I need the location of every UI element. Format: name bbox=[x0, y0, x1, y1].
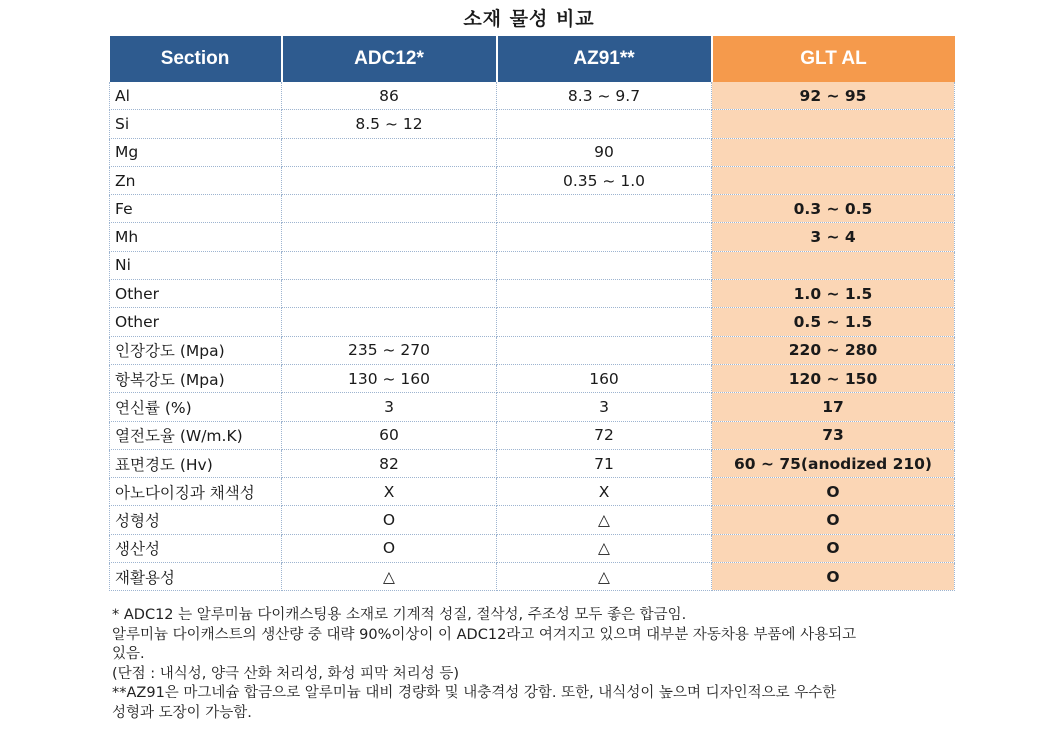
footnotes bbox=[112, 606, 972, 723]
glt-al-value: 0.5 ~ 1.5 bbox=[712, 308, 955, 336]
az91-value: △ bbox=[497, 534, 712, 562]
row-label: Mg bbox=[110, 138, 282, 166]
adc12-value: △ bbox=[282, 563, 497, 591]
row-label: Al bbox=[110, 82, 282, 110]
footnote-line: 있음. bbox=[112, 646, 145, 662]
adc12-value bbox=[282, 251, 497, 279]
page-title: 소재 물성 비교 bbox=[463, 8, 595, 30]
row-label: Other bbox=[110, 280, 282, 308]
table-row bbox=[110, 110, 955, 138]
table-row bbox=[110, 421, 955, 449]
row-label: Si bbox=[110, 110, 282, 138]
adc12-value bbox=[282, 195, 497, 223]
glt-al-value bbox=[712, 110, 955, 138]
az91-value: 71 bbox=[497, 449, 712, 477]
adc12-value: 3 bbox=[282, 393, 497, 421]
adc12-value bbox=[282, 223, 497, 251]
table-row bbox=[110, 336, 955, 364]
az91-value: 90 bbox=[497, 138, 712, 166]
adc12-value: 130 ~ 160 bbox=[282, 364, 497, 392]
row-label: 생산성 bbox=[110, 534, 282, 562]
az91-value: △ bbox=[497, 563, 712, 591]
glt-al-value: 73 bbox=[712, 421, 955, 449]
az91-value bbox=[497, 280, 712, 308]
table-row bbox=[110, 563, 955, 591]
glt-al-value: O bbox=[712, 534, 955, 562]
az91-value bbox=[497, 110, 712, 138]
az91-value: 3 bbox=[497, 393, 712, 421]
adc12-value bbox=[282, 308, 497, 336]
glt-al-value: 3 ~ 4 bbox=[712, 223, 955, 251]
row-label: Zn bbox=[110, 166, 282, 194]
adc12-value: 86 bbox=[282, 82, 497, 110]
table-row bbox=[110, 506, 955, 534]
glt-al-value: 92 ~ 95 bbox=[712, 82, 955, 110]
table-row bbox=[110, 82, 955, 110]
adc12-value bbox=[282, 280, 497, 308]
row-label: 성형성 bbox=[110, 506, 282, 534]
row-label: 연신률 (%) bbox=[110, 393, 282, 421]
header-glt-al: GLT AL bbox=[712, 36, 955, 82]
az91-value: 160 bbox=[497, 364, 712, 392]
glt-al-value bbox=[712, 166, 955, 194]
footnote-line: 알루미늄 다이캐스트의 생산량 중 대략 90%이상이 이 ADC12라고 여겨지고 있으며 대부분 자동차용 부품에 사용되고 bbox=[112, 626, 857, 643]
row-label: 표면경도 (Hv) bbox=[110, 449, 282, 477]
footnote-line: **AZ91은 마그네슘 합금으로 알루미늄 대비 경량화 및 내충격성 강함. 또한, 내식성이 높으며 디자인적으로 우수한 bbox=[112, 685, 837, 701]
glt-al-value: 120 ~ 150 bbox=[712, 364, 955, 392]
table-row bbox=[110, 534, 955, 562]
table-row bbox=[110, 393, 955, 421]
table-row bbox=[110, 166, 955, 194]
adc12-value: X bbox=[282, 478, 497, 506]
az91-value bbox=[497, 223, 712, 251]
glt-al-value bbox=[712, 138, 955, 166]
header-az91: AZ91** bbox=[497, 36, 712, 82]
az91-value bbox=[497, 251, 712, 279]
row-label: Other bbox=[110, 308, 282, 336]
az91-value: 0.35 ~ 1.0 bbox=[497, 166, 712, 194]
row-label: 항복강도 (Mpa) bbox=[110, 364, 282, 392]
table-row bbox=[110, 308, 955, 336]
table-row bbox=[110, 223, 955, 251]
footnote-line: 성형과 도장이 가능함. bbox=[112, 704, 252, 721]
header-section: Section bbox=[110, 36, 282, 82]
az91-value bbox=[497, 336, 712, 364]
row-label: Mh bbox=[110, 223, 282, 251]
material-comparison-table bbox=[109, 36, 955, 591]
glt-al-value: O bbox=[712, 478, 955, 506]
glt-al-value: 17 bbox=[712, 393, 955, 421]
adc12-value bbox=[282, 138, 497, 166]
adc12-value: O bbox=[282, 506, 497, 534]
adc12-value: 60 bbox=[282, 421, 497, 449]
table-row bbox=[110, 364, 955, 392]
glt-al-value: 1.0 ~ 1.5 bbox=[712, 280, 955, 308]
az91-value: X bbox=[497, 478, 712, 506]
az91-value bbox=[497, 308, 712, 336]
adc12-value: 8.5 ~ 12 bbox=[282, 110, 497, 138]
table-row bbox=[110, 195, 955, 223]
glt-al-value: 60 ~ 75(anodized 210) bbox=[712, 449, 955, 477]
glt-al-value: 220 ~ 280 bbox=[712, 336, 955, 364]
az91-value: 72 bbox=[497, 421, 712, 449]
row-label: 아노다이징과 채색성 bbox=[110, 478, 282, 506]
adc12-value: 235 ~ 270 bbox=[282, 336, 497, 364]
glt-al-value: O bbox=[712, 506, 955, 534]
table-row bbox=[110, 478, 955, 506]
az91-value: 8.3 ~ 9.7 bbox=[497, 82, 712, 110]
table-header-row bbox=[110, 36, 955, 82]
table-row bbox=[110, 251, 955, 279]
adc12-value bbox=[282, 166, 497, 194]
glt-al-value: 0.3 ~ 0.5 bbox=[712, 195, 955, 223]
row-label: Ni bbox=[110, 251, 282, 279]
row-label: 열전도율 (W/m.K) bbox=[110, 421, 282, 449]
glt-al-value: O bbox=[712, 563, 955, 591]
row-label: Fe bbox=[110, 195, 282, 223]
row-label: 인장강도 (Mpa) bbox=[110, 336, 282, 364]
table-row bbox=[110, 280, 955, 308]
az91-value bbox=[497, 195, 712, 223]
adc12-value: 82 bbox=[282, 449, 497, 477]
adc12-value: O bbox=[282, 534, 497, 562]
table-row bbox=[110, 138, 955, 166]
table-row bbox=[110, 449, 955, 477]
header-adc12: ADC12* bbox=[282, 36, 497, 82]
footnote-line: (단점 : 내식성, 양극 산화 처리성, 화성 피막 처리성 등) bbox=[112, 665, 460, 682]
glt-al-value bbox=[712, 251, 955, 279]
footnote-line: * ADC12 는 알루미늄 다이캐스팅용 소재로 기계적 성질, 절삭성, 주조성 모두 좋은 합금임. bbox=[112, 607, 687, 623]
az91-value: △ bbox=[497, 506, 712, 534]
row-label: 재활용성 bbox=[110, 563, 282, 591]
